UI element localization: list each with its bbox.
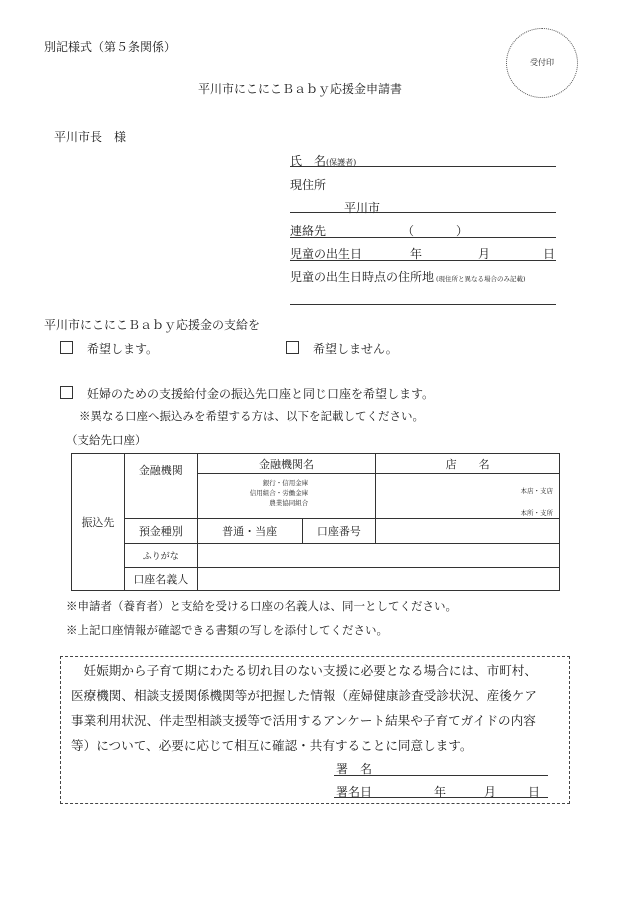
birth-address-note: (現住所と異なる場合のみ記載)	[436, 275, 526, 283]
branch-name-field[interactable]	[376, 474, 560, 519]
signature-day-label: 日	[528, 785, 541, 799]
deposit-type-options[interactable]: 普通・当座	[197, 519, 302, 544]
same-account-label: 妊婦のための支援給付金の振込先口座と同じ口座を希望します。	[87, 387, 435, 401]
option-no-label: 希望しません。	[313, 342, 398, 356]
name-label: 氏 名	[290, 154, 327, 168]
name-field[interactable]	[290, 166, 556, 167]
furigana-field[interactable]	[197, 544, 559, 568]
option-yes-label: 希望します。	[87, 342, 159, 356]
consent-box	[60, 656, 570, 804]
address-label: 現住所	[290, 178, 327, 192]
birth-address-field[interactable]	[290, 304, 556, 305]
birth-date-label: 児童の出生日	[290, 247, 363, 261]
account-table	[71, 453, 560, 591]
birth-month-label: 月	[478, 247, 491, 261]
note-holder-same: ※申請者（養育者）と支給を受ける口座の名義人は、同一としてください。	[66, 599, 457, 613]
contact-field[interactable]	[290, 237, 556, 238]
institution-type-1: 銀行・信用金庫	[262, 479, 309, 487]
stamp-label: 受付印	[530, 58, 554, 67]
option-same-account[interactable]	[60, 385, 434, 402]
page-title: 平川市にこにこＢａｂｙ応援金申請書	[198, 82, 403, 96]
checkbox-no[interactable]	[286, 341, 299, 354]
address-field[interactable]	[290, 212, 556, 213]
account-heading: （支給先口座）	[66, 433, 147, 447]
consent-line-3: 事業利用状況、伴走型相談支援等で活用するアンケート結果や子育てガイドの内容	[71, 713, 536, 728]
branch-type-2: 本所・支所	[520, 509, 553, 517]
contact-paren-close: ）	[456, 224, 469, 238]
form-reference: 別記様式（第５条関係）	[44, 40, 177, 54]
address-city: 平川市	[344, 201, 381, 215]
branch-header: 店 名	[376, 454, 560, 474]
birth-date-field[interactable]	[290, 260, 556, 261]
transfer-to-label: 振込先	[72, 454, 125, 591]
birth-year-label: 年	[410, 247, 423, 261]
contact-paren-open: （	[402, 224, 415, 238]
holder-label: 口座名義人	[124, 568, 197, 591]
furigana-label: ふりがな	[124, 544, 197, 568]
reception-stamp	[506, 28, 578, 98]
consent-line-1: 妊娠期から子育て期にわたる切れ目のない支援に必要となる場合には、市町村、	[71, 663, 537, 678]
account-number-label: 口座番号	[302, 519, 376, 544]
consent-line-4: 等）について、必要に応じて相互に確認・共有することに同意します。	[71, 738, 473, 753]
signature-label: 署 名	[336, 762, 373, 776]
institution-header: 金融機関名	[197, 454, 376, 474]
birth-address-label: 児童の出生日時点の住所地	[290, 270, 435, 284]
different-account-note: ※異なる口座へ振込みを希望する方は、以下を記載してください。	[79, 409, 424, 423]
signature-year-label: 年	[434, 785, 447, 799]
institution-name-field[interactable]	[197, 474, 376, 519]
institution-type-3: 農業協同組合	[269, 499, 309, 507]
signature-field[interactable]	[334, 775, 548, 776]
deposit-type-label: 預金種別	[124, 519, 197, 544]
checkbox-same-account[interactable]	[60, 386, 73, 399]
holder-field[interactable]	[197, 568, 559, 591]
branch-type-1: 本店・支店	[520, 487, 553, 495]
institution-type-2: 信用組合・労働金庫	[249, 489, 309, 497]
contact-label: 連絡先	[290, 224, 327, 238]
institution-label: 金融機関	[124, 454, 197, 519]
addressee: 平川市長 様	[54, 130, 127, 144]
signature-date-field[interactable]	[334, 797, 548, 798]
note-attach-copy: ※上記口座情報が確認できる書類の写しを添付してください。	[66, 623, 388, 637]
checkbox-yes[interactable]	[60, 341, 73, 354]
name-note: (保護者)	[326, 158, 357, 167]
consent-line-2: 医療機関、相談支援関係機関等が把握した情報（産婦健康診査受診状況、産後ケア	[71, 688, 537, 703]
option-yes[interactable]	[60, 340, 158, 357]
signature-month-label: 月	[484, 785, 497, 799]
payment-intro: 平川市にこにこＢａｂｙ応援金の支給を	[44, 318, 261, 332]
signature-date-label: 署名日	[336, 785, 373, 799]
birth-address-group	[290, 268, 526, 285]
birth-day-label: 日	[543, 247, 556, 261]
option-no[interactable]	[286, 340, 398, 357]
